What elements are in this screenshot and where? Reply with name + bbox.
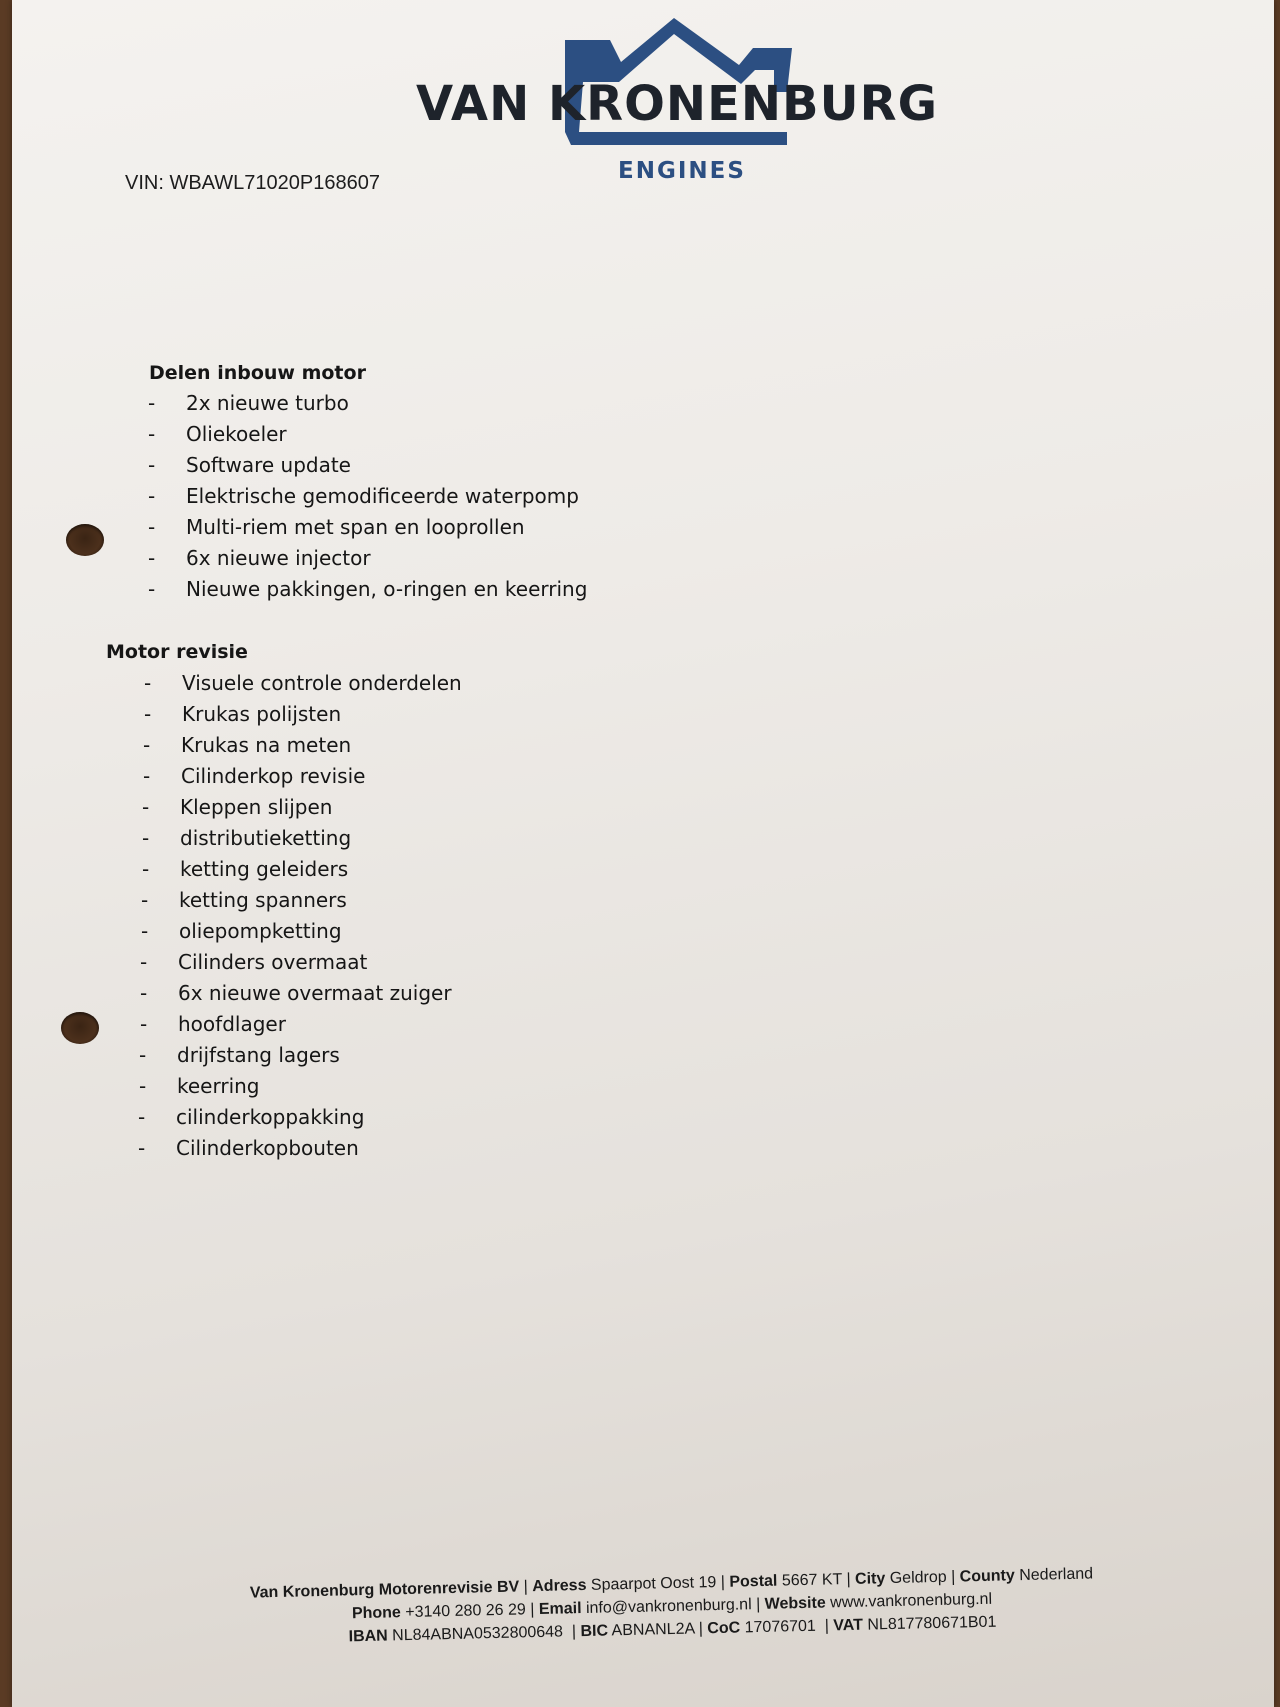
list-item-text: oliepompketting <box>179 919 342 943</box>
list-bullet: - <box>148 391 156 415</box>
list-bullet: - <box>144 671 152 695</box>
list-bullet: - <box>148 577 156 601</box>
footer-website: www.vankronenburg.nl <box>830 1590 993 1612</box>
company-logo <box>347 12 1007 187</box>
footer-phone: +3140 280 26 29 <box>405 1601 527 1622</box>
list-bullet: - <box>142 857 150 881</box>
list-item-text: Visuele controle onderdelen <box>182 671 462 695</box>
footer-county-label: County <box>959 1567 1015 1586</box>
list-bullet: - <box>148 453 156 477</box>
list-bullet: - <box>142 795 150 819</box>
footer-phone-label: Phone <box>351 1604 402 1623</box>
list-item-text: cilinderkoppakking <box>176 1105 365 1129</box>
footer-line-3: IBAN NL84ABNA0532800648 | BIC ABNANL2A | CoC 17076701 | VAT NL817780671B01 <box>348 1613 997 1646</box>
list-item-text: Oliekoeler <box>186 422 287 446</box>
list-item <box>143 761 366 792</box>
list-item <box>142 823 352 854</box>
list-item-text: 2x nieuwe turbo <box>186 391 349 415</box>
footer-city-label: City <box>854 1570 886 1588</box>
section-title-revision: Motor revisie <box>106 641 248 663</box>
list-item-text: drijfstang lagers <box>177 1043 340 1067</box>
list-item-text: keerring <box>177 1074 260 1098</box>
list-bullet: - <box>143 733 151 757</box>
list-item-text: Multi-riem met span en looprollen <box>186 515 525 539</box>
list-item-text: Cilinders overmaat <box>178 950 368 974</box>
punch-hole-bottom <box>61 1012 99 1044</box>
list-item-text: Elektrische gemodificeerde waterpomp <box>186 484 579 508</box>
footer-city: Geldrop <box>889 1568 947 1588</box>
punch-hole-top <box>66 524 104 556</box>
list-bullet: - <box>141 888 149 912</box>
footer-email: info@vankronenburg.nl <box>585 1596 752 1617</box>
footer-postal-label: Postal <box>729 1572 778 1591</box>
list-bullet: - <box>138 1105 146 1129</box>
list-bullet: - <box>148 422 156 446</box>
list-item <box>141 885 347 916</box>
list-item <box>138 1133 359 1164</box>
footer-bic: ABNANL2A <box>611 1620 695 1640</box>
list-item-text: Krukas polijsten <box>182 702 342 726</box>
list-bullet: - <box>143 764 151 788</box>
footer-company: Van Kronenburg Motorenrevisie BV <box>249 1578 520 1602</box>
list-bullet: - <box>148 546 156 570</box>
list-item <box>143 730 352 761</box>
logo-subtitle: ENGINES <box>618 158 746 184</box>
footer-county: Nederland <box>1019 1565 1094 1585</box>
list-item <box>139 1071 260 1102</box>
footer-line-2: Phone +3140 280 26 29 | Email info@vankronenburg.nl | Website www.vankronenburg.nl <box>351 1590 993 1623</box>
footer-coc: 17076701 <box>744 1617 817 1637</box>
list-item <box>140 947 368 978</box>
list-item <box>139 1040 340 1071</box>
list-item <box>142 792 333 823</box>
list-item <box>138 1102 365 1133</box>
list-bullet: - <box>148 515 156 539</box>
footer-bic-label: BIC <box>580 1622 609 1641</box>
footer-iban: NL84ABNA0532800648 <box>392 1623 564 1645</box>
list-bullet: - <box>140 950 148 974</box>
footer-vat-label: VAT <box>833 1616 864 1635</box>
section-title-parts: Delen inbouw motor <box>149 362 366 384</box>
list-item <box>141 916 342 947</box>
footer-adress: Spaarpot Oost 19 <box>590 1573 717 1594</box>
footer-postal: 5667 KT <box>781 1571 843 1590</box>
list-item-text: hoofdlager <box>178 1012 286 1036</box>
footer-line-1: Van Kronenburg Motorenrevisie BV | Adress Spaarpot Oost 19 | Postal 5667 KT | City Geldrop | County Nederland <box>249 1565 1094 1602</box>
list-item <box>140 978 452 1009</box>
list-item <box>142 854 349 885</box>
list-item-text: ketting geleiders <box>180 857 349 881</box>
list-item-text: distributieketting <box>180 826 352 850</box>
list-bullet: - <box>140 981 148 1005</box>
footer-coc-label: CoC <box>707 1619 741 1638</box>
footer-vat: NL817780671B01 <box>867 1613 997 1634</box>
list-bullet: - <box>138 1136 146 1160</box>
list-bullet: - <box>139 1043 147 1067</box>
list-item-text: 6x nieuwe injector <box>186 546 371 570</box>
document-page <box>12 0 1274 1707</box>
footer-adress-label: Adress <box>532 1576 587 1596</box>
list-bullet: - <box>144 702 152 726</box>
list-item-text: 6x nieuwe overmaat zuiger <box>178 981 452 1005</box>
list-bullet: - <box>148 484 156 508</box>
vin-number: VIN: WBAWL71020P168607 <box>125 172 380 194</box>
list-item-text: Software update <box>186 453 351 477</box>
list-item-text: Kleppen slijpen <box>180 795 333 819</box>
footer-email-label: Email <box>538 1600 582 1619</box>
list-item-text: Cilinderkop revisie <box>181 764 366 788</box>
footer-iban-label: IBAN <box>348 1627 388 1646</box>
list-item-text: Cilinderkopbouten <box>176 1136 359 1160</box>
list-bullet: - <box>139 1074 147 1098</box>
footer-website-label: Website <box>764 1594 826 1613</box>
list-bullet: - <box>141 919 149 943</box>
list-item-text: ketting spanners <box>179 888 347 912</box>
list-item-text: Krukas na meten <box>181 733 352 757</box>
list-bullet: - <box>142 826 150 850</box>
logo-wordmark: VAN KRONENBURG <box>416 76 938 132</box>
list-item-text: Nieuwe pakkingen, o-ringen en keerring <box>186 577 588 601</box>
list-bullet: - <box>140 1012 148 1036</box>
footer <box>191 1561 1152 1652</box>
list-item <box>140 1009 286 1040</box>
